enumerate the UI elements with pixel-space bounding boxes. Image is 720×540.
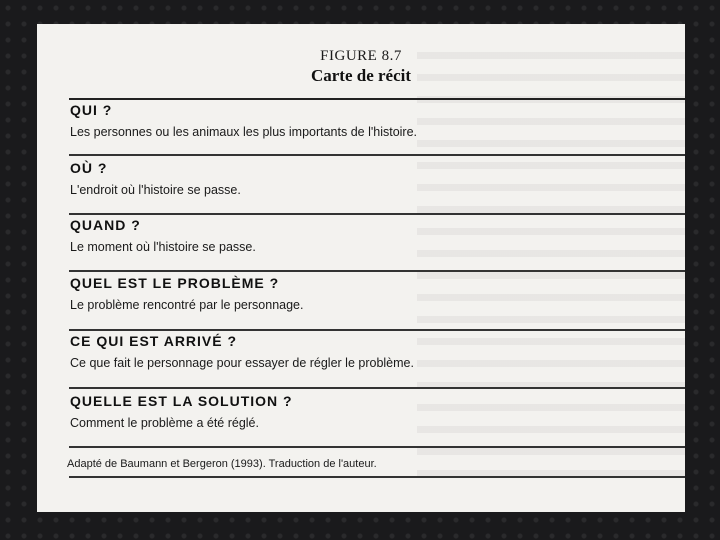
section-answer: Les personnes ou les animaux les plus importants de l'histoire. xyxy=(70,125,418,139)
section-divider xyxy=(69,387,685,389)
section-question: QUEL EST LE PROBLÈME ? xyxy=(70,275,280,291)
section-question: CE QUI EST ARRIVÉ ? xyxy=(70,333,238,349)
section-answer: Le moment où l'histoire se passe. xyxy=(70,240,256,254)
scanned-page xyxy=(37,24,685,512)
top-rule xyxy=(69,98,685,100)
section-solution xyxy=(70,392,685,431)
section-question: OÙ ? xyxy=(70,160,108,176)
section-arrive xyxy=(70,332,685,371)
section-qui xyxy=(70,101,685,140)
bottom-rule xyxy=(69,476,685,478)
section-divider xyxy=(69,154,685,156)
section-divider xyxy=(69,446,685,448)
section-answer: L'endroit où l'histoire se passe. xyxy=(70,183,241,197)
figure-number: FIGURE 8.7 xyxy=(320,48,402,64)
section-ou xyxy=(70,159,685,198)
section-divider xyxy=(69,270,685,272)
section-answer: Ce que fait le personnage pour essayer de régler le problème. xyxy=(70,356,414,370)
section-divider xyxy=(69,329,685,331)
section-divider xyxy=(69,213,685,215)
section-question: QUAND ? xyxy=(70,217,141,233)
section-quand xyxy=(70,216,685,255)
source-credit: Adapté de Baumann et Bergeron (1993). Traduction de l'auteur. xyxy=(67,458,377,470)
section-answer: Le problème rencontré par le personnage. xyxy=(70,298,304,312)
section-question: QUI ? xyxy=(70,102,113,118)
section-probleme xyxy=(70,274,685,313)
section-question: QUELLE EST LA SOLUTION ? xyxy=(70,393,293,409)
section-answer: Comment le problème a été réglé. xyxy=(70,416,259,430)
figure-title: Carte de récit xyxy=(310,66,412,85)
